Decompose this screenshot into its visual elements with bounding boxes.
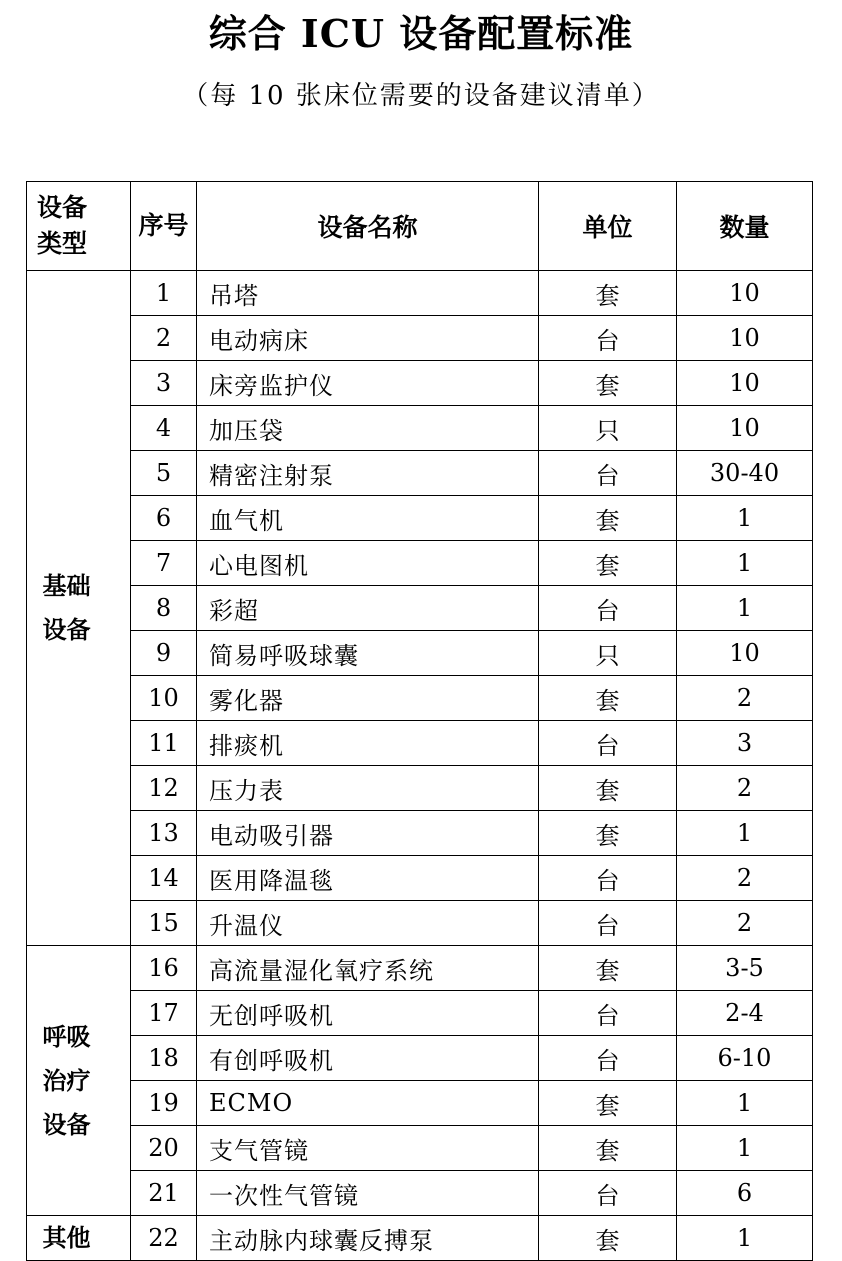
equipment-unit: 套 (539, 811, 677, 856)
table-row (27, 451, 813, 496)
equipment-unit: 套 (539, 271, 677, 316)
equipment-quantity: 10 (677, 361, 813, 406)
equipment-name: 彩超 (197, 586, 539, 631)
equipment-quantity: 10 (677, 271, 813, 316)
table-row (27, 946, 813, 991)
table-row (27, 631, 813, 676)
table-row (27, 901, 813, 946)
category-other: 其他 (27, 1216, 131, 1261)
equipment-quantity: 1 (677, 1216, 813, 1261)
table-row (27, 361, 813, 406)
header-serial-number: 序号 (131, 182, 197, 271)
equipment-name: 一次性气管镜 (197, 1171, 539, 1216)
equipment-quantity: 3 (677, 721, 813, 766)
equipment-name: 床旁监护仪 (197, 361, 539, 406)
table-header-row (27, 182, 813, 271)
equipment-name: 高流量湿化氧疗系统 (197, 946, 539, 991)
table-row (27, 496, 813, 541)
equipment-quantity: 1 (677, 1126, 813, 1171)
equipment-unit: 套 (539, 1126, 677, 1171)
row-number: 19 (131, 1081, 197, 1126)
equipment-name: 雾化器 (197, 676, 539, 721)
header-equipment-type: 设备 类型 (27, 182, 131, 271)
equipment-quantity: 3-5 (677, 946, 813, 991)
row-number: 15 (131, 901, 197, 946)
equipment-unit: 套 (539, 541, 677, 586)
equipment-quantity: 10 (677, 631, 813, 676)
equipment-name: 吊塔 (197, 271, 539, 316)
document-title: 综合 ICU 设备配置标准 (208, 11, 634, 56)
equipment-name: 压力表 (197, 766, 539, 811)
equipment-unit: 套 (539, 676, 677, 721)
equipment-unit: 台 (539, 991, 677, 1036)
header-equipment-name: 设备名称 (197, 182, 539, 271)
header-quantity: 数量 (677, 182, 813, 271)
equipment-quantity: 1 (677, 586, 813, 631)
equipment-quantity: 1 (677, 1081, 813, 1126)
table-row (27, 586, 813, 631)
equipment-unit: 只 (539, 631, 677, 676)
equipment-name: 医用降温毯 (197, 856, 539, 901)
row-number: 10 (131, 676, 197, 721)
equipment-quantity: 2 (677, 676, 813, 721)
row-number: 6 (131, 496, 197, 541)
table-row (27, 676, 813, 721)
table-row (27, 811, 813, 856)
equipment-table (26, 181, 813, 1261)
equipment-name: ECMO (197, 1081, 539, 1126)
equipment-unit: 台 (539, 586, 677, 631)
equipment-name: 精密注射泵 (197, 451, 539, 496)
equipment-name: 有创呼吸机 (197, 1036, 539, 1081)
equipment-quantity: 1 (677, 811, 813, 856)
equipment-quantity: 1 (677, 541, 813, 586)
equipment-name: 电动吸引器 (197, 811, 539, 856)
equipment-quantity: 2-4 (677, 991, 813, 1036)
equipment-name: 血气机 (197, 496, 539, 541)
equipment-name: 支气管镜 (197, 1126, 539, 1171)
table-row (27, 1171, 813, 1216)
equipment-quantity: 10 (677, 406, 813, 451)
equipment-quantity: 2 (677, 766, 813, 811)
equipment-name: 无创呼吸机 (197, 991, 539, 1036)
equipment-unit: 套 (539, 766, 677, 811)
row-number: 20 (131, 1126, 197, 1171)
equipment-name: 电动病床 (197, 316, 539, 361)
equipment-quantity: 6-10 (677, 1036, 813, 1081)
equipment-unit: 台 (539, 451, 677, 496)
row-number: 14 (131, 856, 197, 901)
row-number: 21 (131, 1171, 197, 1216)
table-row (27, 856, 813, 901)
table-row (27, 541, 813, 586)
row-number: 4 (131, 406, 197, 451)
equipment-quantity: 6 (677, 1171, 813, 1216)
table-row (27, 1036, 813, 1081)
document-subtitle: （每 10 张床位需要的设备建议清单） (182, 81, 660, 111)
table-row (27, 721, 813, 766)
table-row (27, 316, 813, 361)
equipment-unit: 台 (539, 1036, 677, 1081)
equipment-quantity: 2 (677, 856, 813, 901)
equipment-unit: 套 (539, 361, 677, 406)
equipment-unit: 台 (539, 721, 677, 766)
equipment-name: 排痰机 (197, 721, 539, 766)
equipment-name: 心电图机 (197, 541, 539, 586)
category-basic-equipment: 基础 设备 (27, 271, 131, 946)
table-row (27, 271, 813, 316)
table-row (27, 766, 813, 811)
equipment-name: 加压袋 (197, 406, 539, 451)
equipment-name: 升温仪 (197, 901, 539, 946)
table-row (27, 991, 813, 1036)
table-row (27, 1081, 813, 1126)
equipment-unit: 台 (539, 316, 677, 361)
equipment-quantity: 1 (677, 496, 813, 541)
header-unit: 单位 (539, 182, 677, 271)
row-number: 13 (131, 811, 197, 856)
table-row (27, 1126, 813, 1171)
row-number: 12 (131, 766, 197, 811)
row-number: 9 (131, 631, 197, 676)
equipment-unit: 套 (539, 1081, 677, 1126)
row-number: 1 (131, 271, 197, 316)
row-number: 22 (131, 1216, 197, 1261)
row-number: 8 (131, 586, 197, 631)
equipment-unit: 套 (539, 496, 677, 541)
equipment-unit: 台 (539, 856, 677, 901)
equipment-unit: 台 (539, 901, 677, 946)
row-number: 5 (131, 451, 197, 496)
equipment-name: 主动脉内球囊反搏泵 (197, 1216, 539, 1261)
equipment-unit: 台 (539, 1171, 677, 1216)
table-row (27, 406, 813, 451)
equipment-quantity: 30-40 (677, 451, 813, 496)
equipment-unit: 套 (539, 946, 677, 991)
row-number: 18 (131, 1036, 197, 1081)
row-number: 11 (131, 721, 197, 766)
equipment-quantity: 2 (677, 901, 813, 946)
equipment-quantity: 10 (677, 316, 813, 361)
equipment-name: 简易呼吸球囊 (197, 631, 539, 676)
row-number: 3 (131, 361, 197, 406)
equipment-unit: 套 (539, 1216, 677, 1261)
row-number: 16 (131, 946, 197, 991)
equipment-unit: 只 (539, 406, 677, 451)
category-respiratory-equipment: 呼吸 治疗 设备 (27, 946, 131, 1216)
row-number: 2 (131, 316, 197, 361)
row-number: 17 (131, 991, 197, 1036)
row-number: 7 (131, 541, 197, 586)
